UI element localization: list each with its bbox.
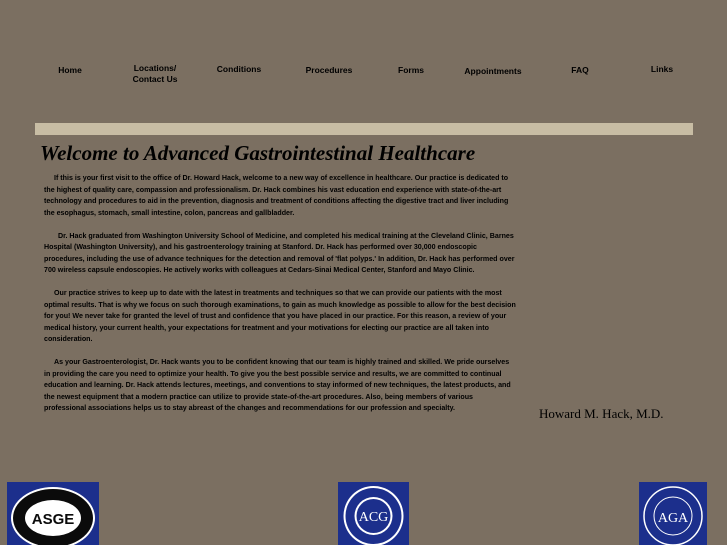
intro-paragraph-1: If this is your first visit to the office of Dr. Howard Hack, welcome to a new way of excellence in healthcare. Our practice is dedicated to the highest of quality care, compassion and professionalism. Dr. Hack combines his vast education end experience with state-of-the-art technology and procedures to aid in the prevention, diagnosis and treatment of conditions affecting the digestive tract and liver including the esophagus, stomach, small intestine, colon, pancreas and gallbladder. [44,174,509,217]
asge-logo-abbr: ASGE [31,511,75,528]
intro-paragraph-2: Dr. Hack graduated from Washington University School of Medicine, and completed his medical training at the Cleveland Clinic, Barnes Hospital (Washington University), and his gastroenterology training at Stanford. Dr. Hack has performed over 30,000 endoscopic procedures, including the use of advance techniques for the detection and removal of 'flat polyps.' In addition, Dr. Hack has performed over 700 wireless capsule endoscopies. He actively works with colleagues at Cedars-Sinai Medical Center, Stanford and Mayo Clinic. [44,231,515,274]
nav-appointments[interactable]: Appointments [464,66,522,76]
nav-conditions[interactable]: Conditions [216,64,262,74]
acg-logo[interactable] [338,482,409,545]
intro-paragraph-4: As your Gastroenterologist, Dr. Hack wants you to be confident knowing that our team is highly trained and skilled. We pride ourselves in providing the care you need to optimize your health. To give you the best possible service and results, we are committed to continual education and learning. Dr. Hack attends lectures, meetings, and conventions to stay informed of new techniques, the latest products, and the newest equipment that a modern practice can utilize to provide state-of-the-art procedures. Also, being members of various professional associations helps us to stay abreast of the changes and recommendations for our profession and specialty. [44,358,511,412]
aga-logo-graphic [639,482,707,545]
nav-locations-contact[interactable] [125,63,185,85]
intro-content [44,173,516,426]
nav-home[interactable]: Home [58,65,82,75]
aga-logo-abbr: AGA [657,511,689,526]
asge-logo[interactable] [7,482,99,545]
intro-paragraph-3: Our practice strives to keep up to date with the latest in treatments and techniques so that we can provide our patients with the most optimal results. That is why we focus on such thorough examinations, to gain as much knowledge as possible to allow for the best decision for you! We never take for granted the level of trust and confidence that you have placed in our practice. For this reason, a review of your medical history, your current health, your expectations for treatment and your motivations for electing our practice are all taken into consideration. [44,289,516,343]
nav-locations-line1: Locations/ [133,63,177,73]
nav-procedures[interactable]: Procedures [305,65,353,75]
page-title: Welcome to Advanced Gastrointestinal Healthcare [40,141,476,165]
nav-links[interactable]: Links [650,64,674,74]
aga-logo[interactable] [639,482,707,545]
acg-logo-abbr: ACG [358,510,389,525]
nav-faq[interactable]: FAQ [571,65,589,75]
acg-logo-graphic [338,482,409,545]
main-navigation [0,0,727,100]
asge-logo-graphic [7,482,99,545]
nav-locations-line2: Contact Us [132,74,178,84]
doctor-name: Howard M. Hack, M.D. [539,406,664,421]
nav-forms[interactable]: Forms [398,65,424,75]
header-divider-bar [35,123,693,135]
